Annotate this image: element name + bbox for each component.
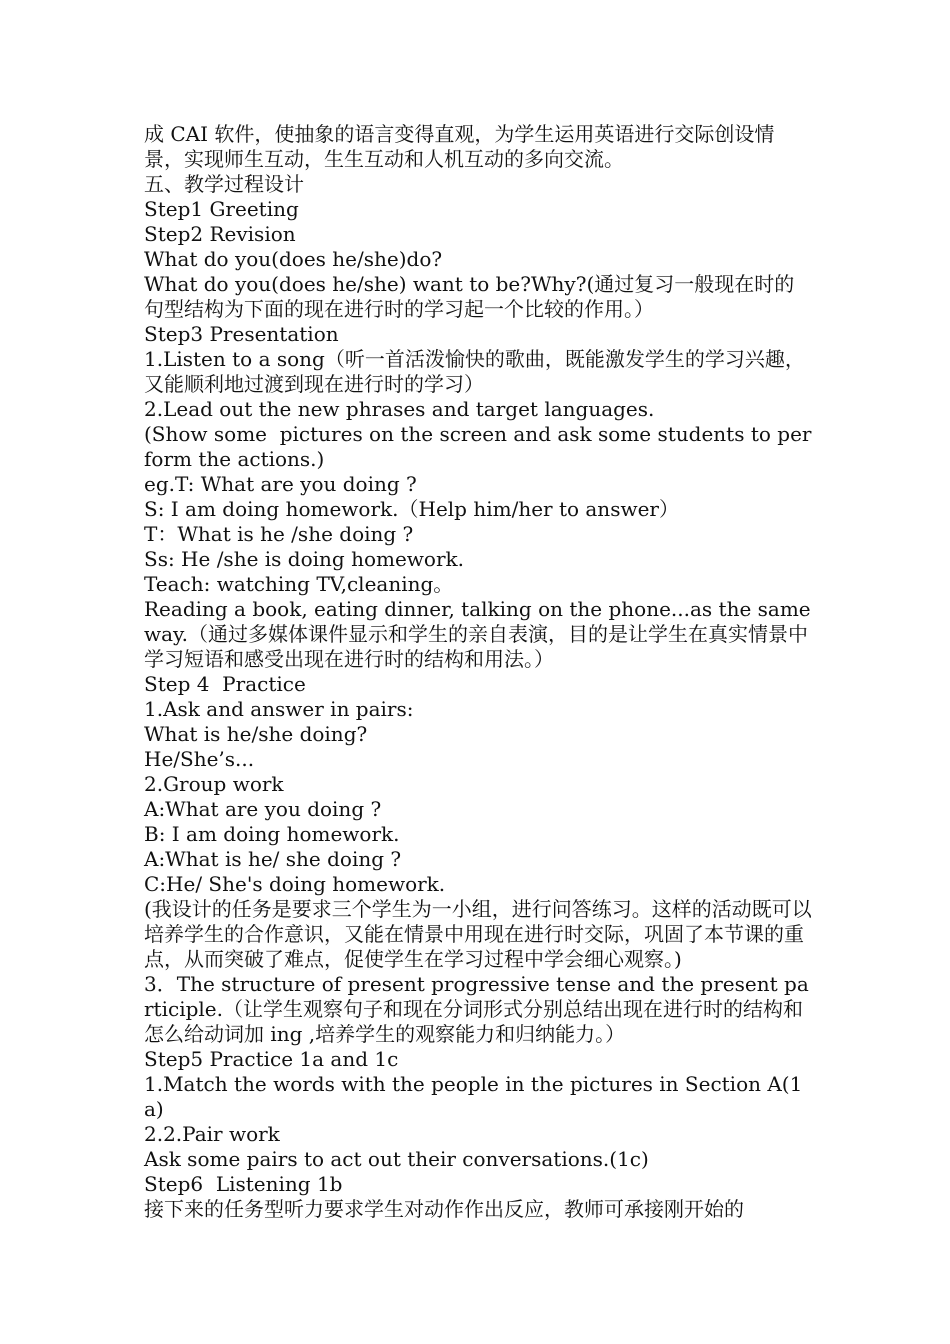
document-body xyxy=(144,122,817,1222)
dialog-line: C:He/ She's doing homework. xyxy=(144,872,446,896)
listening-note: 接下来的任务型听力要求学生对动作作出反应，教师可承接刚开始的 xyxy=(144,1197,744,1221)
revision-question-1: What do you(does he/she)do? xyxy=(144,247,443,271)
dialog-line: What is he/she doing? xyxy=(144,722,368,746)
dialog-line: S: I am doing homework.（Help him/her to answer） xyxy=(144,497,679,521)
paragraph-intro-cai: 成 CAI 软件，使抽象的语言变得直观，为学生运用英语进行交际创设情景，实现师生互动，生生互动和人机互动的多向交流。 xyxy=(144,122,775,171)
revision-question-2: What do you(does he/she) want to be?Why?(通过复习一般现在时的句型结构为下面的现在进行时的学习起一个比较的作用。） xyxy=(144,272,795,321)
dialog-line: T：What is he /she doing ? xyxy=(144,522,414,546)
step5-note: Ask some pairs to act out their conversations.(1c) xyxy=(144,1147,649,1171)
step4-heading: Step 4 Practice xyxy=(144,672,306,696)
step5-item-2: 2.2.Pair work xyxy=(144,1122,280,1146)
group-work-note: (我设计的任务是要求三个学生为一小组，进行问答练习。这样的活动既可以培养学生的合作意识，又能在情景中用现在进行时交际，巩固了本节课的重点，从而突破了难点，促使学生在学习过程中学会细心观察。) xyxy=(144,897,812,971)
dialog-line: A:What are you doing ? xyxy=(144,797,382,821)
reading-note: Reading a book, eating dinner, talking on the phone...as the same way.（通过多媒体课件显示和学生的亲自表演，目的是让学生在真实情景中学习短语和感受出现在进行时的结构和用法。） xyxy=(144,597,817,671)
practice-item-2: 2.Group work xyxy=(144,772,284,796)
dialog-line: eg.T: What are you doing ? xyxy=(144,472,417,496)
dialog-line: Ss: He /she is doing homework. xyxy=(144,547,464,571)
practice-item-1: 1.Ask and answer in pairs: xyxy=(144,697,414,721)
step5-heading: Step5 Practice 1a and 1c xyxy=(144,1047,399,1071)
step5-item-1: 1.Match the words with the people in the pictures in Section A(1a) xyxy=(144,1072,803,1121)
step2-heading: Step2 Revision xyxy=(144,222,296,246)
presentation-item-2: 2.Lead out the new phrases and target languages. xyxy=(144,397,655,421)
practice-item-3: 3．The structure of present progressive tense and the present participle.（让学生观察句子和现在分词形式分别总结出现在进行时的结构和怎么给动词加 ing ,培养学生的观察能力和归纳能力。） xyxy=(144,972,809,1046)
presentation-item-1: 1.Listen to a song（听一首活泼愉快的歌曲，既能激发学生的学习兴趣，又能顺利地过渡到现在进行时的学习） xyxy=(144,347,805,396)
dialog-line: A:What is he/ she doing ? xyxy=(144,847,402,871)
presentation-note: (Show some pictures on the screen and ask some students to perform the actions.) xyxy=(144,422,812,471)
step3-heading: Step3 Presentation xyxy=(144,322,339,346)
dialog-line: B: I am doing homework. xyxy=(144,822,400,846)
heading-teaching-process: 五、教学过程设计 xyxy=(144,172,304,196)
step6-heading: Step6 Listening 1b xyxy=(144,1172,343,1196)
dialog-line: He/She’s... xyxy=(144,747,255,771)
step1-heading: Step1 Greeting xyxy=(144,197,299,221)
teach-line: Teach: watching TV,cleaning。 xyxy=(144,572,454,596)
